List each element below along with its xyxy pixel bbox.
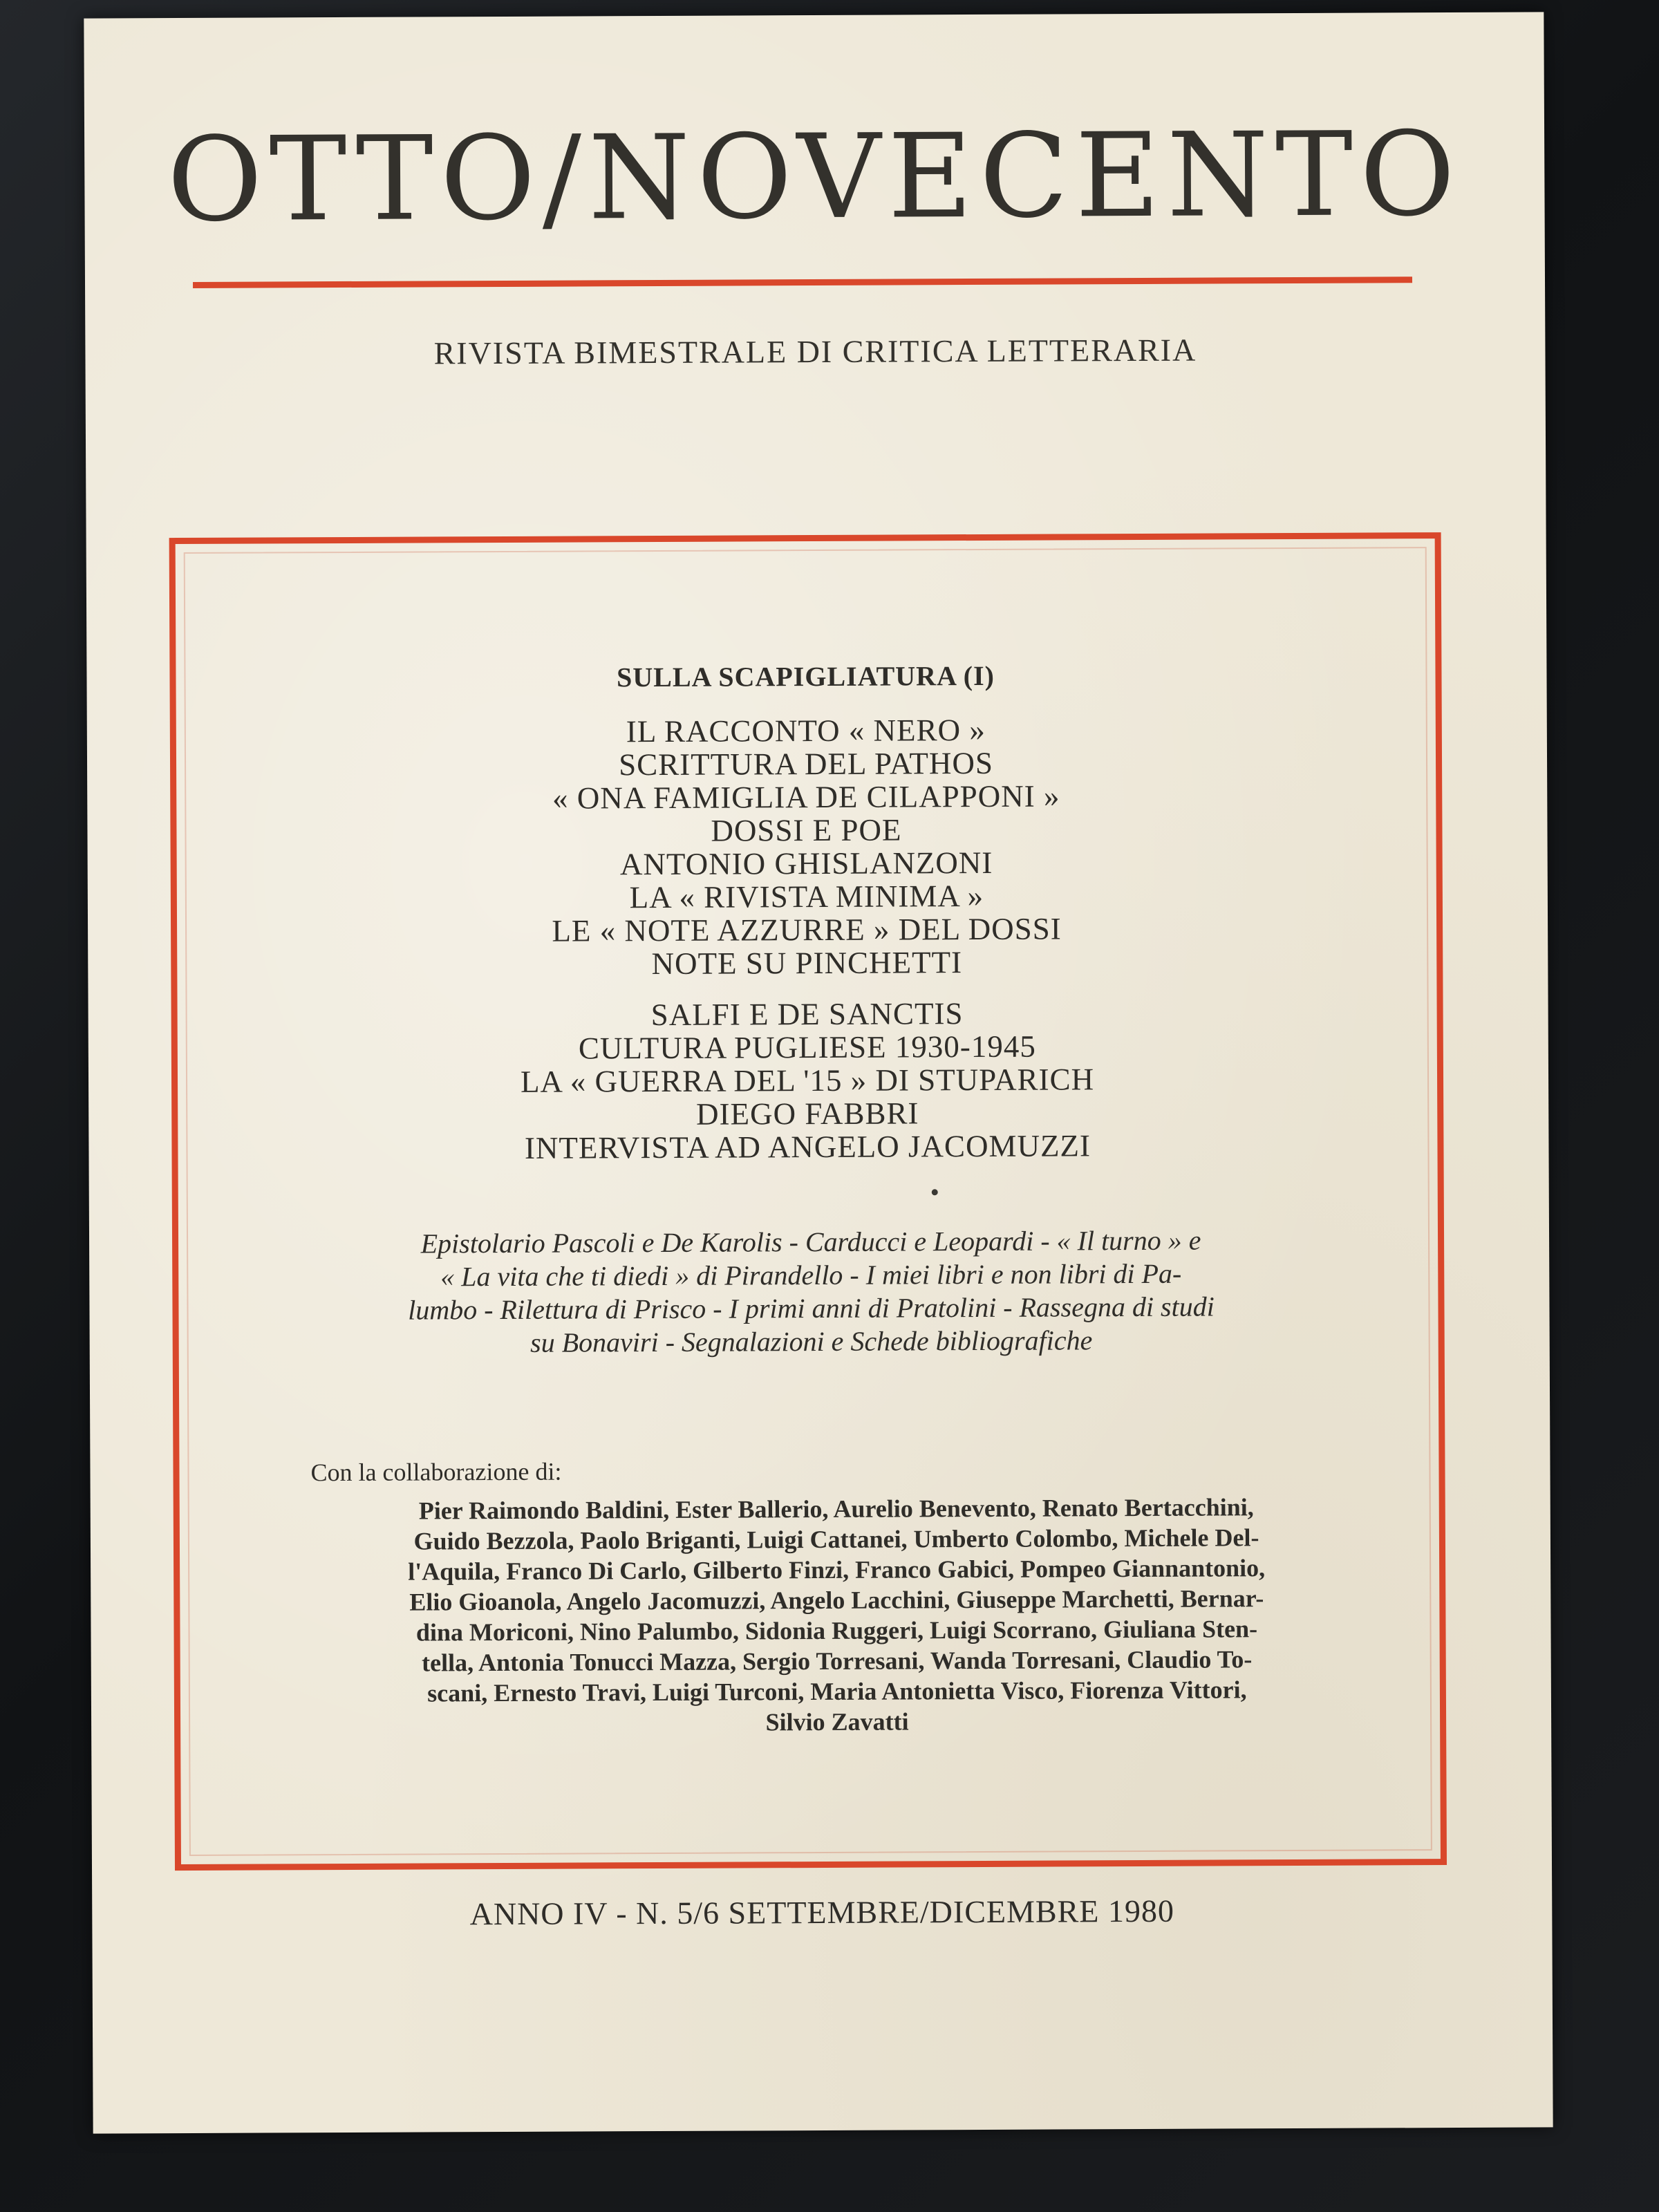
toc-item: DOSSI E POE: [711, 812, 902, 848]
toc-item: INTERVISTA AD ANGELO JACOMUZZI: [524, 1128, 1091, 1165]
misc-line: su Bonaviri - Segnalazioni e Schede bibliografiche: [530, 1324, 1093, 1358]
toc-item: SCRITTURA DEL PATHOS: [619, 745, 994, 782]
toc-item: LE « NOTE AZZURRE » DEL DOSSI: [552, 911, 1062, 948]
toc-item: CULTURA PUGLIESE 1930-1945: [578, 1029, 1036, 1066]
contributor-line: Guido Bezzola, Paolo Briganti, Luigi Cattanei, Umberto Colombo, Michele Del-: [413, 1524, 1259, 1555]
issue-info: ANNO IV - N. 5/6 SETTEMBRE/DICEMBRE 1980: [469, 1893, 1175, 1932]
toc-item: ANTONIO GHISLANZONI: [619, 845, 993, 882]
misc-line: Epistolario Pascoli e De Karolis - Carducci e Leopardi - « Il turno » e: [420, 1224, 1201, 1259]
magazine-cover: [84, 12, 1553, 2133]
toc-item: NOTE SU PINCHETTI: [651, 945, 963, 982]
magazine-subtitle: RIVISTA BIMESTRALE DI CRITICA LETTERARIA: [433, 332, 1197, 371]
toc-part1: [176, 711, 1437, 982]
contributor-line: tella, Antonia Tonucci Mazza, Sergio Torresani, Wanda Torresani, Claudio To-: [422, 1645, 1253, 1677]
contributor-line: Pier Raimondo Baldini, Ester Ballerio, Aurelio Benevento, Renato Bertacchini,: [418, 1493, 1254, 1525]
collaboration-label: Con la collaborazione di:: [310, 1457, 562, 1487]
contributor-line: l'Aquila, Franco Di Carlo, Gilberto Finzi, Franco Gabici, Pompeo Giannantonio,: [408, 1554, 1266, 1586]
toc-item: DIEGO FABBRI: [695, 1096, 919, 1132]
contributors-list: [311, 1492, 1363, 1740]
contributor-line: Silvio Zavatti: [765, 1707, 909, 1736]
toc-item: IL RACCONTO « NERO »: [626, 712, 986, 749]
toc-item: LA « GUERRA DEL '15 » DI STUPARICH: [520, 1062, 1095, 1099]
separator-dot: [932, 1189, 938, 1195]
contributor-line: Elio Gioanola, Angelo Jacomuzzi, Angelo Lacchini, Giuseppe Marchetti, Bernar-: [409, 1584, 1264, 1616]
toc-item: SALFI E DE SANCTIS: [650, 996, 964, 1033]
title-divider: [193, 276, 1412, 288]
toc-item: « ONA FAMIGLIA DE CILAPPONI »: [552, 778, 1060, 816]
magazine-title: OTTO/NOVECENTO: [167, 106, 1463, 248]
toc-part2: [178, 995, 1438, 1166]
misc-line: lumbo - Rilettura di Prisco - I primi anni di Pratolini - Rassegna di studi: [408, 1291, 1215, 1326]
contents-frame: [169, 532, 1447, 1871]
miscellany-text: [303, 1224, 1320, 1360]
toc-item: LA « RIVISTA MINIMA »: [629, 878, 984, 915]
section-heading: SULLA SCAPIGLIATURA (I): [616, 659, 995, 693]
contributor-line: dina Moriconi, Nino Palumbo, Sidonia Ruggeri, Luigi Scorrano, Giuliana Sten-: [415, 1615, 1258, 1647]
misc-line: « La vita che ti diedi » di Pirandello - I miei libri e non libri di Pa-: [440, 1257, 1182, 1293]
contributor-line: scani, Ernesto Travi, Luigi Turconi, Maria Antonietta Visco, Fiorenza Vittori,: [427, 1676, 1247, 1707]
